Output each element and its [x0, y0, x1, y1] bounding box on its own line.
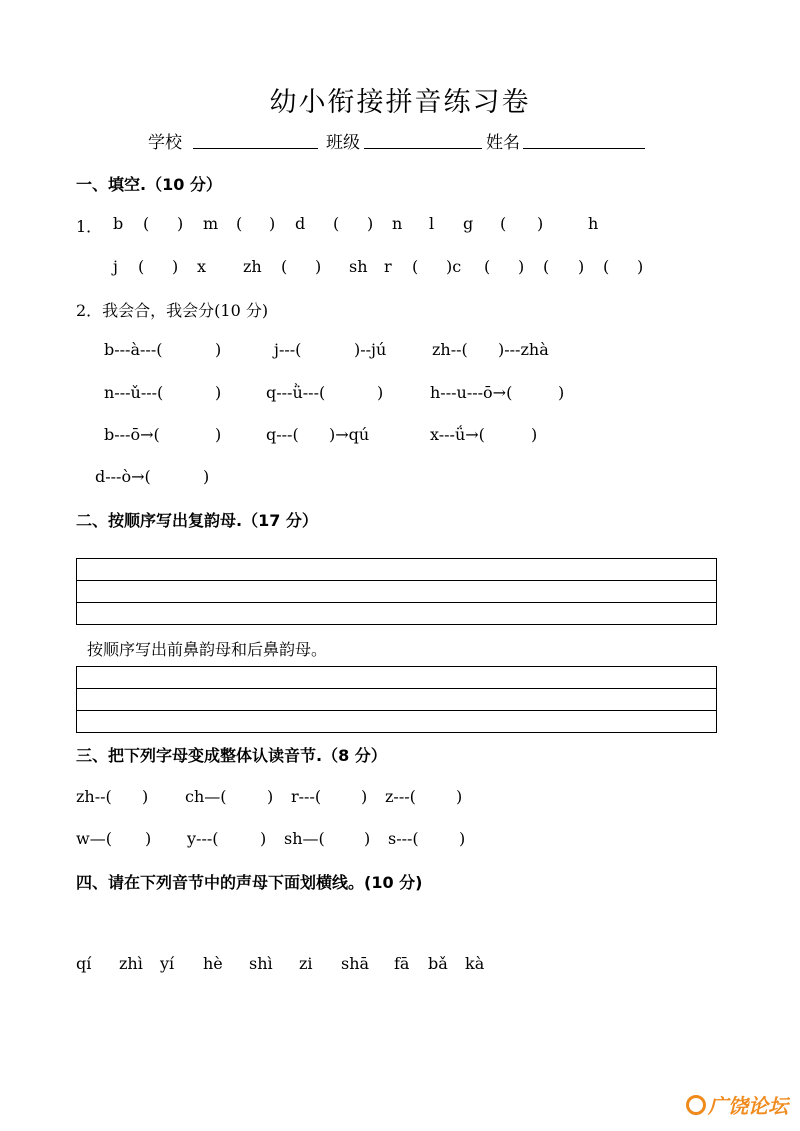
q1-token: (: [333, 214, 340, 233]
q2-item: zh--(: [432, 340, 468, 359]
s3-item: ): [459, 829, 466, 848]
q2-item: j---(: [274, 340, 302, 359]
section4-heading: 四、请在下列音节中的声母下面划横线。(10 分): [76, 873, 423, 892]
answer-row[interactable]: [77, 667, 716, 689]
watermark-text: 广饶论坛: [708, 1094, 788, 1118]
syllable[interactable]: shì: [249, 954, 273, 973]
q2-label: 2．我会合，我会分(10 分): [76, 301, 269, 320]
class-label: 班级: [326, 133, 360, 153]
syllable[interactable]: zi: [299, 954, 313, 973]
q1-token: (: [484, 257, 491, 276]
q1-token: ): [315, 257, 322, 276]
q2-item: d---ò→(: [95, 467, 151, 486]
q2-item: h---u---ō→(: [430, 383, 513, 402]
q1-token: m: [203, 214, 219, 233]
q1-token: (: [281, 257, 288, 276]
q1-token: (: [236, 214, 243, 233]
q2-item: x---ǘ→(: [430, 425, 485, 444]
q1-token: (: [543, 257, 550, 276]
q2-item: ): [531, 425, 538, 444]
answer-row[interactable]: [77, 559, 716, 581]
s3-item: w—(: [76, 829, 112, 848]
q1-token: ): [578, 257, 585, 276]
q1-token: )c: [446, 257, 462, 276]
syllable[interactable]: hè: [203, 954, 223, 973]
q2-item: q---ǜ---(: [266, 383, 326, 402]
section3-heading: 三、把下列字母变成整体认读音节.（8 分）: [76, 746, 387, 765]
q1-token: ): [637, 257, 644, 276]
q1-token: ): [367, 214, 374, 233]
answer-row[interactable]: [77, 581, 716, 603]
s3-item: ): [267, 787, 274, 806]
answer-row[interactable]: [77, 711, 716, 732]
q1-token: h: [588, 214, 599, 233]
syllable[interactable]: fā: [394, 954, 410, 973]
q1-token: ): [177, 214, 184, 233]
s3-item: ): [456, 787, 463, 806]
s3-item: s---(: [388, 829, 419, 848]
school-label: 学校: [148, 133, 182, 153]
s3-item: ): [361, 787, 368, 806]
syllable[interactable]: kà: [465, 954, 485, 973]
q1-token: l: [429, 214, 435, 233]
s3-item: z---(: [385, 787, 416, 806]
name-label: 姓名: [486, 133, 520, 153]
syllable[interactable]: qí: [76, 954, 92, 973]
q2-item: )--jú: [354, 340, 387, 359]
q1-token: b: [113, 214, 124, 233]
q2-item: q---(: [266, 425, 299, 444]
q1-token: (: [500, 214, 507, 233]
syllable[interactable]: bǎ: [428, 954, 448, 973]
q1-token: x: [197, 257, 207, 276]
section2-heading: 二、按顺序写出复韵母.（17 分）: [76, 511, 318, 530]
name-blank[interactable]: [523, 148, 645, 149]
q1-number: 1．: [76, 217, 103, 236]
q1-token: ): [269, 214, 276, 233]
logo-icon: [686, 1095, 706, 1115]
s3-item: y---(: [187, 829, 219, 848]
answer-grid-2: [76, 666, 717, 733]
q1-token: ): [172, 257, 179, 276]
q1-token: (: [143, 214, 150, 233]
s3-item: ): [260, 829, 267, 848]
q2-item: ): [377, 383, 384, 402]
syllable[interactable]: yí: [160, 954, 175, 973]
syllable[interactable]: zhì: [119, 954, 143, 973]
syllable[interactable]: shā: [341, 954, 370, 973]
q2-item: ): [215, 340, 222, 359]
s3-item: ): [145, 829, 152, 848]
q2-item: b---ō→(: [104, 425, 160, 444]
page-title: 幼小衔接拼音练习卷: [269, 87, 531, 118]
class-blank[interactable]: [364, 148, 482, 149]
q1-token: zh: [243, 257, 262, 276]
q1-token: ): [537, 214, 544, 233]
section1-heading: 一、填空.（10 分）: [76, 175, 222, 194]
q1-token: j: [113, 257, 118, 276]
s3-item: ): [364, 829, 371, 848]
s3-item: zh--(: [76, 787, 112, 806]
s3-item: ): [142, 787, 149, 806]
answer-row[interactable]: [77, 689, 716, 711]
answer-row[interactable]: [77, 603, 716, 624]
q1-token: ): [518, 257, 525, 276]
q2-item: )→qú: [329, 425, 370, 444]
q1-token: r: [384, 257, 392, 276]
q1-token: d: [295, 214, 306, 233]
q2-item: ): [558, 383, 565, 402]
q2-item: ): [215, 425, 222, 444]
q2-item: b---à---(: [104, 340, 163, 359]
s3-item: ch—(: [185, 787, 227, 806]
q2-item: ): [203, 467, 210, 486]
q1-token: sh: [349, 257, 368, 276]
q1-token: (: [412, 257, 419, 276]
q2-item: n---ǔ---(: [104, 383, 164, 402]
s3-item: sh—(: [284, 829, 325, 848]
q1-token: g: [463, 214, 474, 233]
q1-token: (: [603, 257, 610, 276]
school-blank[interactable]: [193, 148, 318, 149]
q2-item: )---zhà: [498, 340, 549, 359]
q2-item: ): [215, 383, 222, 402]
watermark-logo: [686, 1090, 788, 1119]
section2-subheading: 按顺序写出前鼻韵母和后鼻韵母。: [87, 640, 328, 659]
q1-token: (: [138, 257, 145, 276]
s3-item: r---(: [291, 787, 322, 806]
q1-token: n: [392, 214, 403, 233]
answer-grid-1: [76, 558, 717, 625]
